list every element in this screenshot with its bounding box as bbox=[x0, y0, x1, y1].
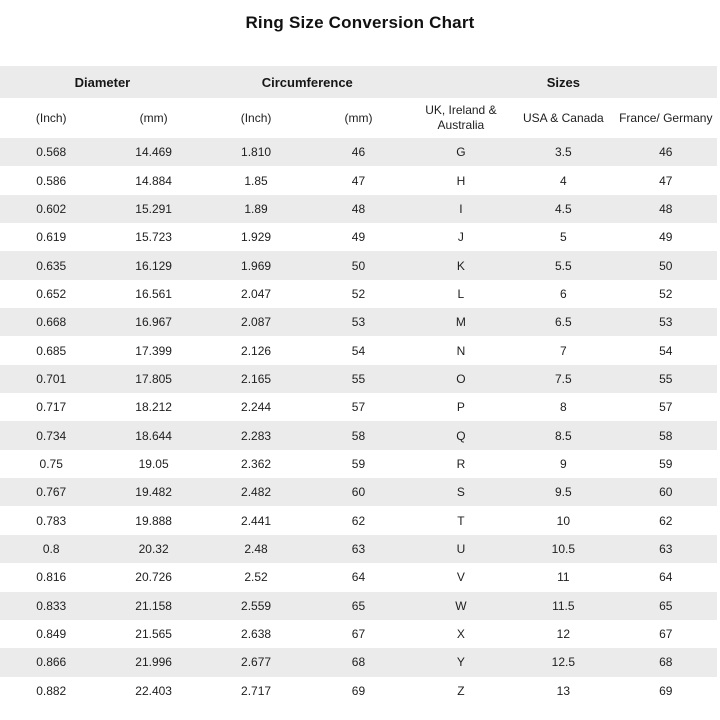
table-cell: 11 bbox=[557, 570, 570, 585]
table-cell: 0.866 bbox=[36, 655, 67, 670]
table-row bbox=[0, 620, 717, 648]
table-row bbox=[0, 563, 717, 591]
column-header-diameter-inch: (Inch) bbox=[0, 98, 102, 138]
table-cell: 68 bbox=[351, 655, 366, 670]
table-cell: 19.482 bbox=[135, 485, 172, 500]
column-header-circumference-mm: (mm) bbox=[307, 98, 409, 138]
table-cell: 4.5 bbox=[554, 201, 572, 216]
table-cell: 49 bbox=[351, 230, 366, 245]
table-cell: 0.635 bbox=[36, 258, 67, 273]
table-cell: 55 bbox=[351, 371, 366, 386]
table-cell: 0.849 bbox=[36, 627, 67, 642]
table-cell: 57 bbox=[659, 400, 673, 415]
table-cell: U bbox=[456, 541, 466, 556]
table-cell: 16.129 bbox=[135, 258, 172, 273]
column-header-circumference-inch: (Inch) bbox=[205, 98, 307, 138]
table-cell: 47 bbox=[659, 173, 673, 188]
table-cell: 65 bbox=[659, 598, 673, 613]
table-cell: M bbox=[455, 315, 466, 330]
table-row bbox=[0, 450, 717, 478]
table-cell: 0.734 bbox=[36, 428, 67, 443]
table-cell: 2.677 bbox=[241, 655, 272, 670]
table-cell: 2.087 bbox=[241, 315, 272, 330]
table-cell: I bbox=[459, 201, 463, 216]
table-cell: 46 bbox=[659, 145, 673, 160]
table-cell: 50 bbox=[659, 258, 673, 273]
table-cell: 14.469 bbox=[135, 145, 172, 160]
table-cell: 59 bbox=[351, 456, 366, 471]
table-row bbox=[0, 365, 717, 393]
table-cell: 60 bbox=[351, 485, 366, 500]
table-cell: 64 bbox=[659, 570, 673, 585]
table-cell: 2.48 bbox=[244, 541, 268, 556]
table-cell: 0.586 bbox=[36, 173, 67, 188]
table-cell: G bbox=[456, 145, 466, 160]
table-cell: 65 bbox=[351, 598, 366, 613]
table-cell: 47 bbox=[351, 173, 366, 188]
column-header-usa-canada: USA & Canada bbox=[512, 98, 614, 138]
page-title: Ring Size Conversion Chart bbox=[245, 13, 475, 32]
table-cell: H bbox=[456, 173, 466, 188]
table-cell: W bbox=[455, 598, 467, 613]
table-cell: 1.89 bbox=[244, 201, 268, 216]
table-cell: 2.244 bbox=[241, 400, 272, 415]
table-cell: S bbox=[456, 485, 465, 500]
table-cell: 0.767 bbox=[36, 485, 67, 500]
table-cell: 62 bbox=[351, 513, 366, 528]
table-row bbox=[0, 677, 717, 705]
table-cell: L bbox=[457, 286, 465, 301]
table-cell: 2.165 bbox=[241, 371, 272, 386]
table-row bbox=[0, 393, 717, 421]
ring-size-conversion-table bbox=[0, 66, 717, 705]
table-cell: J bbox=[457, 230, 464, 245]
column-group-diameter: Diameter bbox=[0, 66, 205, 98]
table-cell: 18.644 bbox=[135, 428, 172, 443]
table-cell: 49 bbox=[659, 230, 673, 245]
table-cell: 64 bbox=[351, 570, 366, 585]
table-cell: 14.884 bbox=[135, 173, 172, 188]
table-cell: 57 bbox=[351, 400, 366, 415]
table-row bbox=[0, 478, 717, 506]
table-cell: 1.810 bbox=[241, 145, 272, 160]
table-cell: 5.5 bbox=[554, 258, 572, 273]
table-cell: 10.5 bbox=[551, 541, 575, 556]
table-cell: 6 bbox=[559, 286, 567, 301]
table-row bbox=[0, 308, 717, 336]
table-cell: 1.85 bbox=[244, 173, 268, 188]
table-cell: 2.362 bbox=[241, 456, 272, 471]
table-cell: 0.816 bbox=[36, 570, 67, 585]
table-cell: 0.652 bbox=[36, 286, 67, 301]
table-cell: 0.75 bbox=[39, 456, 63, 471]
table-cell: N bbox=[456, 343, 466, 358]
table-row bbox=[0, 336, 717, 364]
table-cell: 20.726 bbox=[135, 570, 172, 585]
table-cell: 0.668 bbox=[36, 315, 67, 330]
table-row bbox=[0, 223, 717, 251]
table-cell: 68 bbox=[659, 655, 673, 670]
table-cell: 0.619 bbox=[36, 230, 67, 245]
table-cell: Y bbox=[456, 655, 465, 670]
table-cell: 62 bbox=[659, 513, 673, 528]
table-cell: 15.291 bbox=[135, 201, 172, 216]
table-cell: 52 bbox=[659, 286, 673, 301]
table-cell: 2.126 bbox=[241, 343, 272, 358]
table-cell: O bbox=[456, 371, 466, 386]
table-cell: 2.52 bbox=[244, 570, 268, 585]
table-cell: 19.888 bbox=[135, 513, 172, 528]
table-cell: 60 bbox=[659, 485, 673, 500]
table-cell: 7 bbox=[559, 343, 567, 358]
table-cell: 0.701 bbox=[36, 371, 67, 386]
table-cell: 59 bbox=[659, 456, 673, 471]
table-cell: 67 bbox=[351, 627, 366, 642]
column-header-diameter-mm: (mm) bbox=[102, 98, 204, 138]
table-cell: 17.399 bbox=[135, 343, 172, 358]
table-row bbox=[0, 592, 717, 620]
table-cell: 6.5 bbox=[554, 315, 572, 330]
table-cell: 63 bbox=[659, 541, 673, 556]
table-cell: 48 bbox=[659, 201, 673, 216]
table-cell: 19.05 bbox=[138, 456, 169, 471]
table-cell: 67 bbox=[659, 627, 673, 642]
table-cell: 22.403 bbox=[135, 683, 172, 698]
table-row bbox=[0, 421, 717, 449]
table-cell: 69 bbox=[659, 683, 673, 698]
table-cell: 9 bbox=[559, 456, 567, 471]
table-cell: X bbox=[456, 627, 465, 642]
table-cell: 10 bbox=[556, 513, 570, 528]
table-cell: 12 bbox=[556, 627, 570, 642]
table-row bbox=[0, 138, 717, 166]
table-cell: 2.047 bbox=[241, 286, 272, 301]
table-header bbox=[0, 66, 717, 138]
column-group-circumference: Circumference bbox=[205, 66, 410, 98]
table-cell: 2.283 bbox=[241, 428, 272, 443]
table-cell: 9.5 bbox=[554, 485, 572, 500]
table-cell: 52 bbox=[351, 286, 366, 301]
table-cell: R bbox=[456, 456, 466, 471]
table-cell: 2.638 bbox=[241, 627, 272, 642]
table-cell: 18.212 bbox=[135, 400, 172, 415]
table-cell: 1.929 bbox=[241, 230, 272, 245]
table-cell: 53 bbox=[351, 315, 366, 330]
table-cell: 0.833 bbox=[36, 598, 67, 613]
table-cell: T bbox=[457, 513, 465, 528]
table-cell: 48 bbox=[351, 201, 366, 216]
table-cell: 12.5 bbox=[551, 655, 575, 670]
table-cell: 21.996 bbox=[135, 655, 172, 670]
column-header-row bbox=[0, 98, 717, 138]
table-cell: 0.8 bbox=[42, 541, 60, 556]
table-cell: 0.685 bbox=[36, 343, 67, 358]
table-cell: 69 bbox=[351, 683, 366, 698]
table-cell: 15.723 bbox=[135, 230, 172, 245]
table-cell: Q bbox=[456, 428, 466, 443]
column-group-row bbox=[0, 66, 717, 98]
table-cell: 55 bbox=[659, 371, 673, 386]
table-cell: 46 bbox=[351, 145, 366, 160]
table-cell: 63 bbox=[351, 541, 366, 556]
table-row bbox=[0, 535, 717, 563]
table-row bbox=[0, 166, 717, 194]
table-body bbox=[0, 138, 717, 705]
table-cell: 8.5 bbox=[554, 428, 572, 443]
table-cell: 5 bbox=[559, 230, 567, 245]
table-cell: V bbox=[456, 570, 465, 585]
table-cell: 13 bbox=[556, 683, 570, 698]
table-cell: 20.32 bbox=[138, 541, 169, 556]
table-cell: 21.158 bbox=[135, 598, 172, 613]
table-cell: 0.717 bbox=[36, 400, 67, 415]
table-cell: 54 bbox=[659, 343, 673, 358]
table-cell: 0.602 bbox=[36, 201, 67, 216]
table-cell: 3.5 bbox=[554, 145, 572, 160]
table-cell: 54 bbox=[351, 343, 366, 358]
table-cell: 1.969 bbox=[241, 258, 272, 273]
table-cell: 50 bbox=[351, 258, 366, 273]
table-cell: K bbox=[456, 258, 465, 273]
table-row bbox=[0, 506, 717, 534]
table-cell: 8 bbox=[559, 400, 567, 415]
table-cell: 2.559 bbox=[241, 598, 272, 613]
table-cell: 58 bbox=[659, 428, 673, 443]
table-cell: 0.568 bbox=[36, 145, 67, 160]
table-cell: 16.561 bbox=[135, 286, 172, 301]
table-cell: 2.441 bbox=[241, 513, 272, 528]
table-cell: P bbox=[456, 400, 465, 415]
table-row bbox=[0, 648, 717, 676]
table-cell: 16.967 bbox=[135, 315, 172, 330]
table-cell: Z bbox=[457, 683, 465, 698]
column-header-uk-ireland-australia: UK, Ireland & Australia bbox=[410, 98, 512, 138]
column-group-sizes: Sizes bbox=[410, 66, 717, 98]
table-cell: 11.5 bbox=[552, 598, 575, 613]
table-cell: 17.805 bbox=[135, 371, 172, 386]
table-cell: 2.482 bbox=[241, 485, 272, 500]
table-cell: 58 bbox=[351, 428, 366, 443]
table-cell: 0.882 bbox=[36, 683, 67, 698]
table-cell: 4 bbox=[559, 173, 567, 188]
table-row bbox=[0, 251, 717, 279]
table-cell: 7.5 bbox=[554, 371, 572, 386]
table-row bbox=[0, 195, 717, 223]
table-cell: 0.783 bbox=[36, 513, 67, 528]
table-cell: 21.565 bbox=[135, 627, 172, 642]
table-row bbox=[0, 280, 717, 308]
table-cell: 2.717 bbox=[241, 683, 272, 698]
table-cell: 53 bbox=[659, 315, 673, 330]
column-header-france-germany: France/ Germany bbox=[615, 98, 717, 138]
